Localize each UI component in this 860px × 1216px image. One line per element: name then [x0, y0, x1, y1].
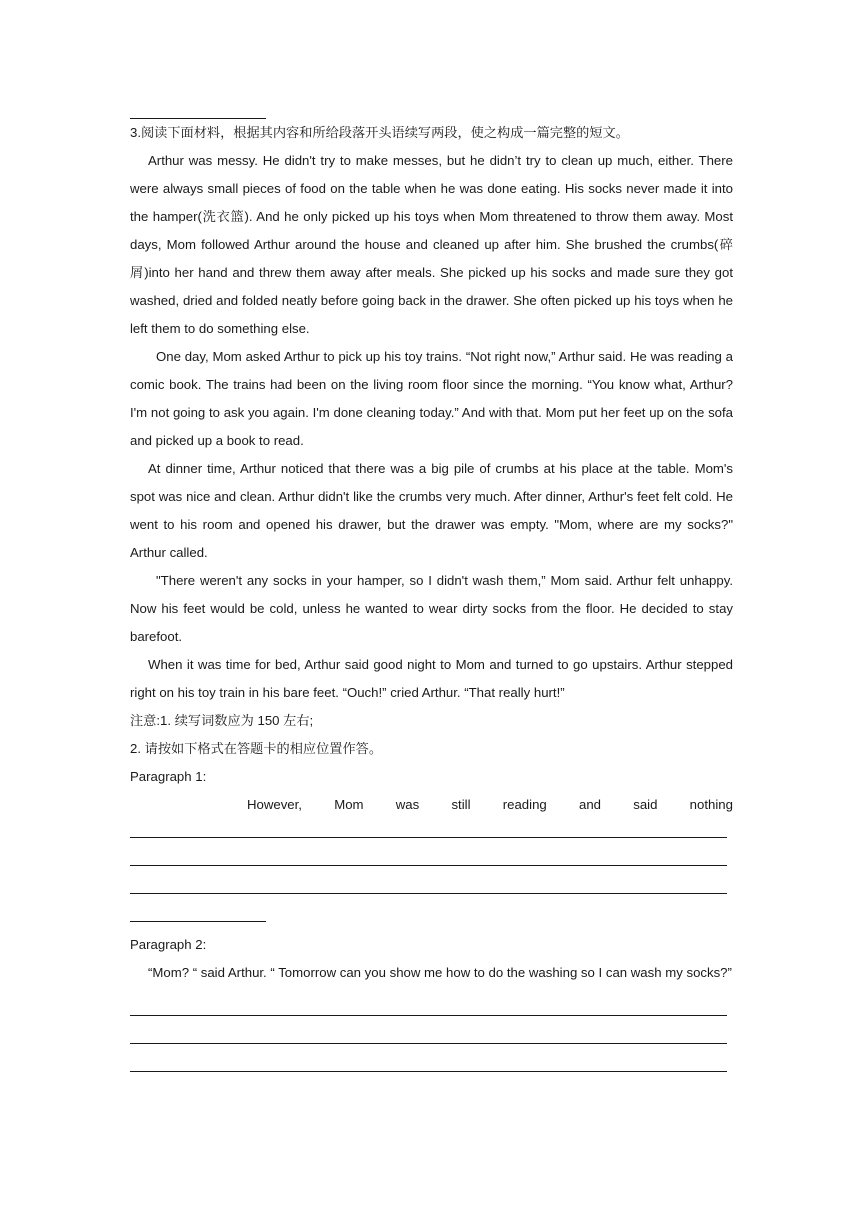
opening-word: was [395, 797, 420, 812]
passage-paragraph-5: When it was time for bed, Arthur said good night to Mom and turned to go upstairs. Arthur stepped right on his toy train in his bare feet. “Ouch!” cried Arthur. “That really hurt!” [130, 657, 733, 700]
paragraph-1-label: Paragraph 1: [130, 769, 207, 784]
question-title: 3.阅读下面材料，根据其内容和所给段落开头语续写两段，使之构成一篇完整的短文。 [130, 125, 629, 140]
opening-word: nothing [689, 797, 733, 812]
worksheet-content [130, 106, 733, 1081]
passage-paragraph-1: Arthur was messy. He didn't try to make messes, but he didn’t try to clean up much, either. There were always small pieces of food on the table when he was done eating. His socks never made it into the hamper(洗衣篮). And he only picked up his toys when Mom threatened to throw them away. Most days, Mom followed Arthur around the house and cleaned up after him. She brushed the crumbs(碎屑)into her hand and threw them away after meals. She picked up his socks and made sure they got washed, dried and folded neatly before going back in the drawer. She often picked up his toys when he left them to do something else. [130, 153, 733, 336]
answer-line[interactable] [130, 847, 733, 875]
answer-line[interactable] [130, 1025, 733, 1053]
answer-line-short[interactable] [130, 903, 733, 931]
paragraph-2-label: Paragraph 2: [130, 937, 207, 952]
opening-word: and [578, 797, 601, 812]
opening-word: said [633, 797, 658, 812]
passage-paragraph-4: "There weren't any socks in your hamper, so I didn't wash them,” Mom said. Arthur felt unhappy. Now his feet would be cold, unless he wanted to wear dirty socks from the floor. He decided to stay barefoot. [130, 573, 733, 644]
opening-word: However, [247, 797, 302, 812]
note-format: 2. 请按如下格式在答题卡的相应位置作答。 [130, 741, 383, 756]
passage-paragraph-3: At dinner time, Arthur noticed that there was a big pile of crumbs at his place at the table. Mom's spot was nice and clean. Arthur didn't like the crumbs very much. After dinner, Arthur's feet felt cold. He went to his room and opened his drawer, but the drawer was empty. "Mom, where are my socks?" Arthur called. [130, 461, 733, 560]
answer-line[interactable] [130, 997, 733, 1025]
answer-line[interactable] [130, 1053, 733, 1081]
paragraph-2-opening: “Mom? “ said Arthur. “ Tomorrow can you show me how to do the washing so I can wash my socks?” [148, 965, 732, 980]
paragraph-1-opening [130, 791, 733, 819]
opening-word: reading [502, 797, 547, 812]
note-word-count: 注意:1. 续写词数应为 150 左右; [130, 713, 314, 728]
answer-line[interactable] [130, 819, 733, 847]
passage-paragraph-2: One day, Mom asked Arthur to pick up his toy trains. “Not right now,” Arthur said. He was reading a comic book. The trains had been on the living room floor since the morning. “You know what, Arthur? I'm not going to ask you again. I'm done cleaning today.” And with that. Mom put her feet up on the sofa and picked up a book to read. [130, 349, 733, 448]
answer-line[interactable] [130, 875, 733, 903]
opening-word: still [451, 797, 471, 812]
opening-word: Mom [334, 797, 364, 812]
